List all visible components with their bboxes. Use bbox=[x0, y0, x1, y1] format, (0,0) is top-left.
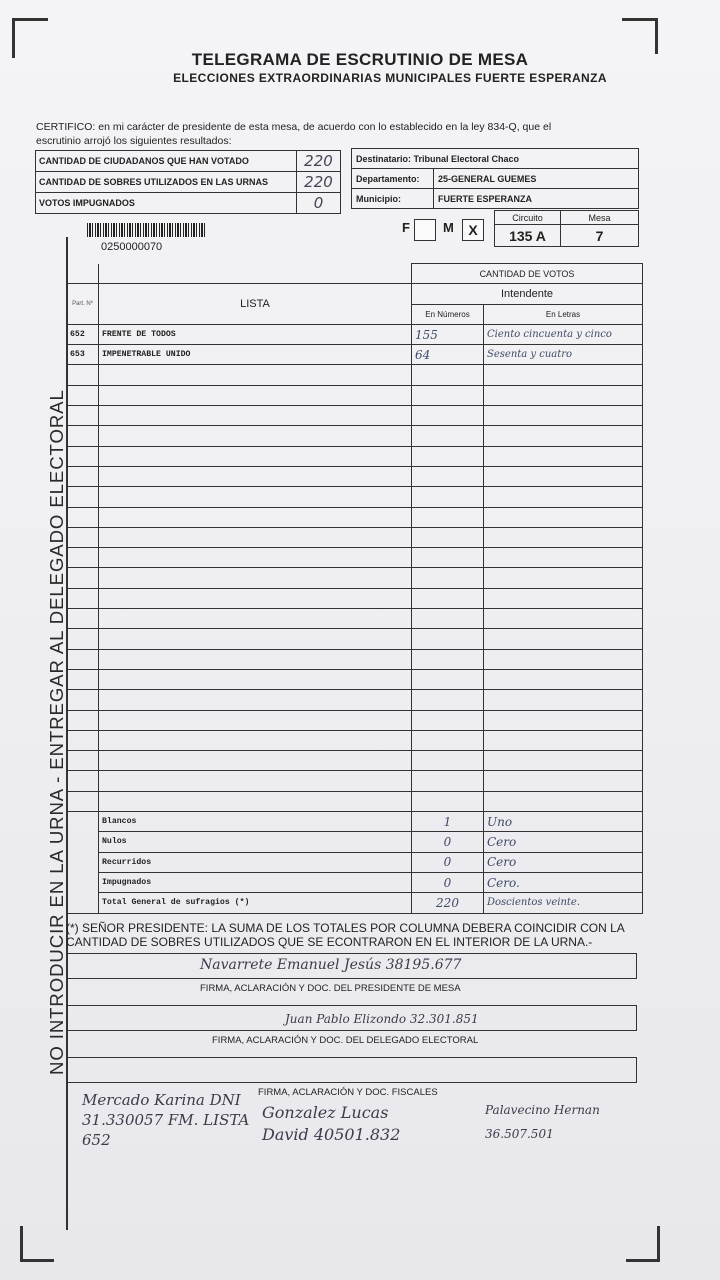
total-row bbox=[67, 832, 643, 852]
total-label: Total General de sufragios (*) bbox=[99, 893, 412, 913]
total-row bbox=[67, 812, 643, 832]
sex-f-label: F bbox=[402, 220, 410, 235]
empty-row bbox=[67, 649, 643, 669]
summary-row bbox=[36, 193, 341, 214]
empty-row bbox=[67, 426, 643, 446]
part-number: 652 bbox=[67, 324, 99, 344]
total-row bbox=[67, 893, 643, 913]
votes-number: 155 bbox=[412, 324, 484, 344]
delegado-label: FIRMA, ACLARACIÓN Y DOC. DEL DELEGADO ELECTORAL bbox=[212, 1035, 479, 1046]
en-numeros-header: En Números bbox=[412, 304, 484, 324]
destination-table bbox=[351, 148, 639, 209]
corner-mark-bottom-right bbox=[626, 1226, 660, 1262]
sex-f-box[interactable] bbox=[414, 219, 436, 241]
part-number: 653 bbox=[67, 345, 99, 365]
empty-row bbox=[67, 466, 643, 486]
delegado-signature: Juan Pablo Elizondo 32.301.851 bbox=[285, 1012, 479, 1026]
summary-label: CANTIDAD DE SOBRES UTILIZADOS EN LAS URNAS bbox=[36, 172, 297, 193]
votes-table bbox=[66, 263, 643, 914]
summary-row bbox=[36, 151, 341, 172]
summary-label: VOTOS IMPUGNADOS bbox=[36, 193, 297, 214]
en-letras-header: En Letras bbox=[484, 304, 643, 324]
empty-row bbox=[67, 385, 643, 405]
total-number: 0 bbox=[412, 832, 484, 852]
lista-header: LISTA bbox=[99, 284, 412, 325]
fiscal-1-signature: Mercado Karina DNI 31.330057 FM. LISTA 652 bbox=[82, 1091, 250, 1149]
empty-row bbox=[67, 588, 643, 608]
votes-number: 64 bbox=[412, 345, 484, 365]
total-label: Recurridos bbox=[99, 852, 412, 872]
barcode bbox=[87, 223, 207, 237]
empty-row bbox=[67, 771, 643, 791]
total-label: Nulos bbox=[99, 832, 412, 852]
sex-m-label: M bbox=[443, 220, 454, 235]
fiscales-signature-box[interactable] bbox=[66, 1057, 637, 1083]
cantidad-votos-header: CANTIDAD DE VOTOS bbox=[412, 264, 643, 284]
circuito-label: Circuito bbox=[495, 211, 561, 225]
form-title: TELEGRAMA DE ESCRUTINIO DE MESA bbox=[191, 50, 529, 69]
total-label: Impugnados bbox=[99, 872, 412, 892]
summary-row bbox=[36, 172, 341, 193]
fiscal-2-signature: Gonzalez Lucas David 40501.832 bbox=[262, 1103, 401, 1144]
summary-value: 220 bbox=[297, 172, 341, 193]
total-number: 220 bbox=[412, 893, 484, 913]
mesa-value: 7 bbox=[561, 225, 639, 247]
empty-row bbox=[67, 568, 643, 588]
lista-name: FRENTE DE TODOS bbox=[99, 324, 412, 344]
empty-row bbox=[67, 548, 643, 568]
total-number: 0 bbox=[412, 852, 484, 872]
footnote: (*) SEÑOR PRESIDENTE: LA SUMA DE LOS TOTALES POR COLUMNA DEBERA COINCIDIR CON LA CANTIDAD DE SOBRES UTILIZADOS QUE SE ECONTRARON EN EL INTERIOR DE LA URNA.- bbox=[66, 921, 625, 949]
fiscales-label: FIRMA, ACLARACIÓN Y DOC. FISCALES bbox=[258, 1087, 438, 1098]
part-header: Part. Nº bbox=[67, 284, 99, 325]
total-number: 1 bbox=[412, 812, 484, 832]
total-letters: Cero. bbox=[484, 872, 643, 892]
circuito-mesa-table bbox=[494, 210, 639, 247]
total-label: Blancos bbox=[99, 812, 412, 832]
sidebar-warning: NO INTRODUCIR EN LA URNA - ENTREGAR AL DELEGADO ELECTORAL bbox=[46, 389, 67, 1075]
corner-mark-top-right bbox=[622, 18, 658, 54]
total-row bbox=[67, 852, 643, 872]
total-number: 0 bbox=[412, 872, 484, 892]
empty-row bbox=[67, 609, 643, 629]
certifico-text: CERTIFICO: en mi carácter de presidente de esta mesa, de acuerdo con lo establecido en la ley 834-Q, que el escrutinio arrojó los siguientes resultados: bbox=[36, 121, 552, 147]
empty-row bbox=[67, 710, 643, 730]
empty-row bbox=[67, 365, 643, 385]
lista-name: IMPENETRABLE UNIDO bbox=[99, 345, 412, 365]
circuito-value: 135 A bbox=[495, 225, 561, 247]
summary-label: CANTIDAD DE CIUDADANOS QUE HAN VOTADO bbox=[36, 151, 297, 172]
empty-row bbox=[67, 446, 643, 466]
votes-letters: Ciento cincuenta y cinco bbox=[484, 324, 643, 344]
total-letters: Cero bbox=[484, 832, 643, 852]
municipio-label: Municipio: bbox=[352, 189, 434, 209]
presidente-label: FIRMA, ACLARACIÓN Y DOC. DEL PRESIDENTE DE MESA bbox=[200, 983, 461, 994]
corner-mark-bottom-left bbox=[20, 1226, 54, 1262]
fiscal-3-signature: Palavecino Hernan 36.507.501 bbox=[485, 1103, 600, 1141]
empty-row bbox=[67, 690, 643, 710]
departamento-value: 25-GENERAL GUEMES bbox=[434, 169, 639, 189]
table-row bbox=[67, 324, 643, 344]
empty-row bbox=[67, 527, 643, 547]
empty-row bbox=[67, 629, 643, 649]
total-letters: Cero bbox=[484, 852, 643, 872]
empty-row bbox=[67, 791, 643, 811]
total-letters: Doscientos veinte. bbox=[484, 893, 643, 913]
presidente-signature: Navarrete Emanuel Jesús 38195.677 bbox=[200, 957, 462, 973]
mesa-label: Mesa bbox=[561, 211, 639, 225]
empty-row bbox=[67, 487, 643, 507]
votes-letters: Sesenta y cuatro bbox=[484, 345, 643, 365]
departamento-label: Departamento: bbox=[352, 169, 434, 189]
barcode-number: 0250000070 bbox=[101, 241, 163, 253]
summary-value: 220 bbox=[297, 151, 341, 172]
total-letters: Uno bbox=[484, 812, 643, 832]
form-subtitle: ELECCIONES EXTRAORDINARIAS MUNICIPALES FUERTE ESPERANZA bbox=[173, 71, 607, 85]
empty-row bbox=[67, 751, 643, 771]
empty-row bbox=[67, 406, 643, 426]
municipio-value: FUERTE ESPERANZA bbox=[434, 189, 639, 209]
summary-table bbox=[35, 150, 341, 214]
destinatario: Destinatario: Tribunal Electoral Chaco bbox=[352, 149, 639, 169]
empty-row bbox=[67, 507, 643, 527]
intendente-header: Intendente bbox=[412, 284, 643, 304]
total-row bbox=[67, 872, 643, 892]
empty-row bbox=[67, 669, 643, 689]
sex-m-box[interactable]: X bbox=[462, 219, 484, 241]
table-row bbox=[67, 345, 643, 365]
summary-value: 0 bbox=[297, 193, 341, 214]
empty-row bbox=[67, 730, 643, 750]
